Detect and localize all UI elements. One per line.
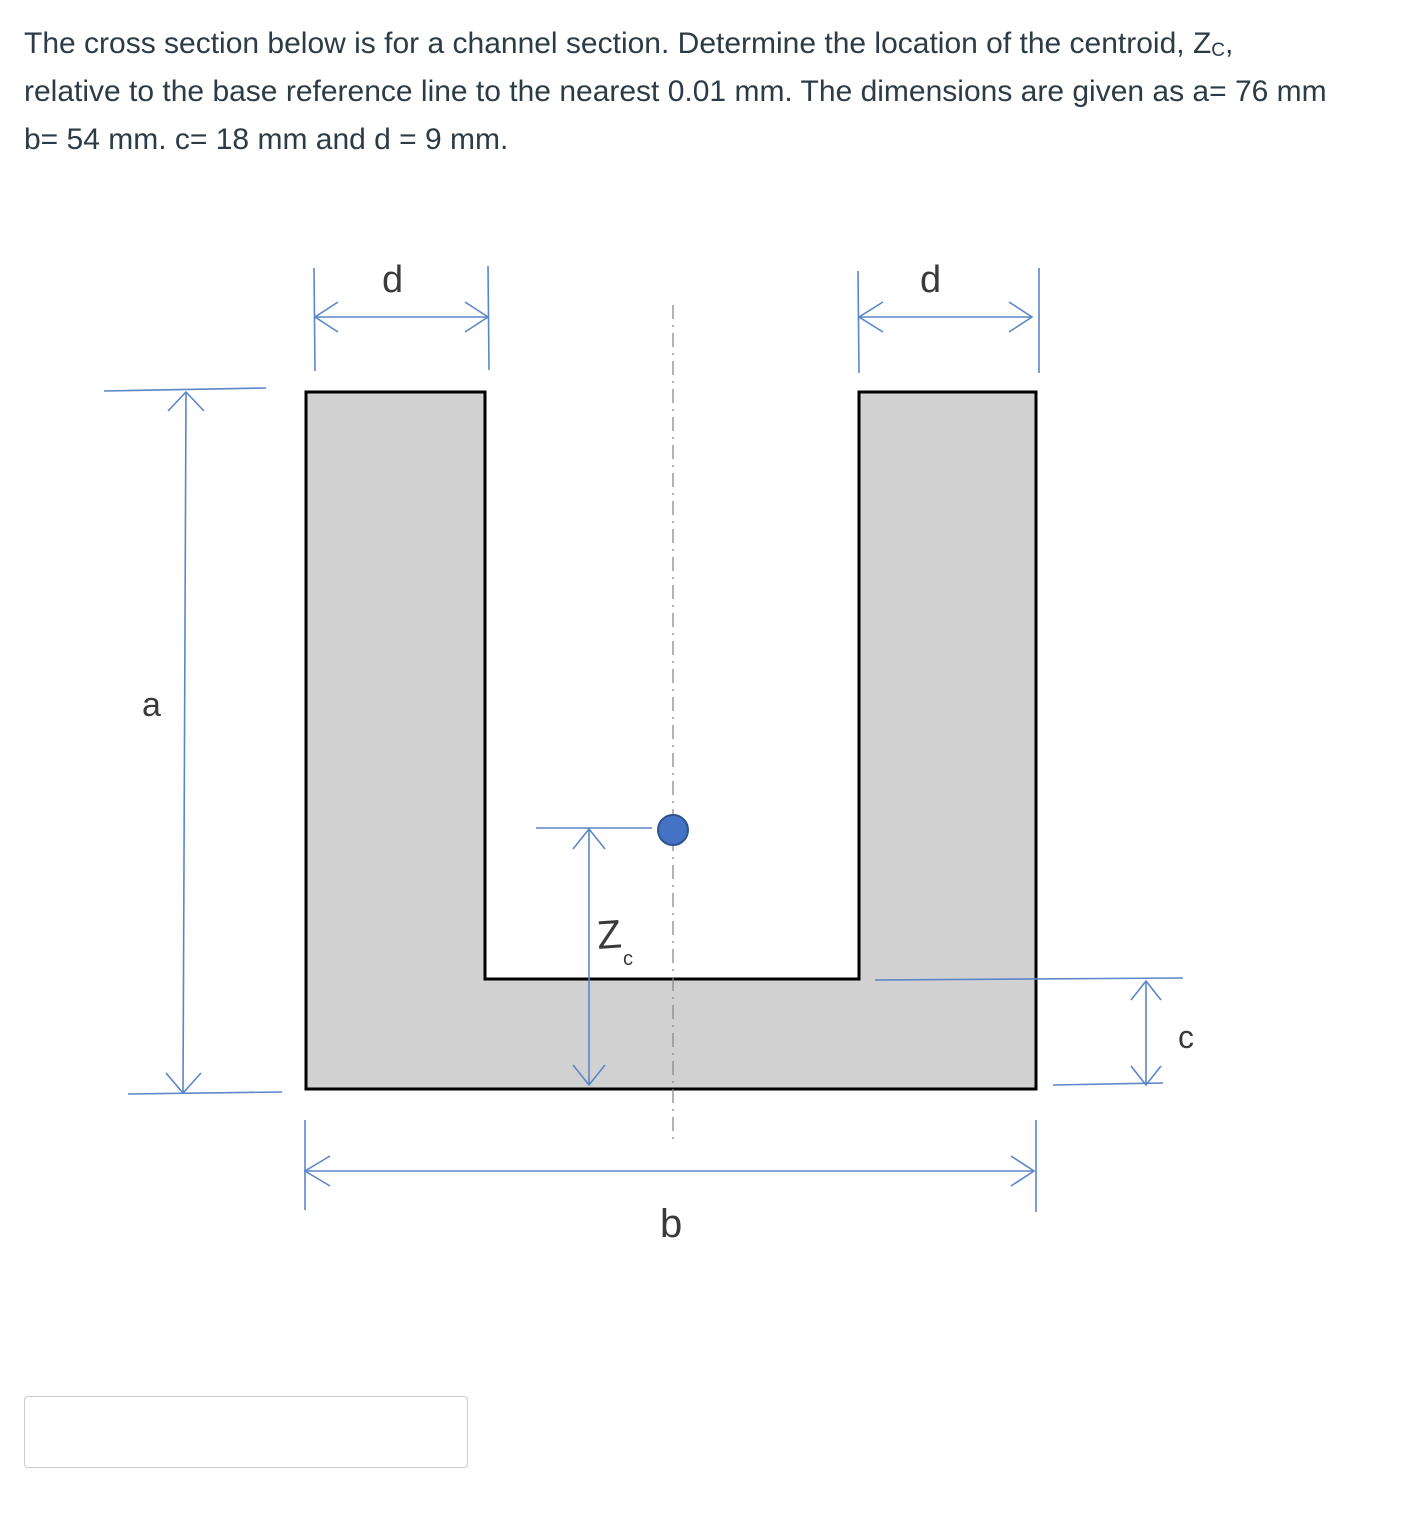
label-a: a	[142, 686, 161, 724]
label-zc-sub: c	[623, 948, 633, 970]
label-d-right: d	[920, 259, 942, 301]
label-c: c	[1178, 1019, 1194, 1055]
question-line-3: b= 54 mm. c= 18 mm and d = 9 mm.	[24, 123, 509, 156]
label-zc	[596, 912, 633, 970]
question-line-2: relative to the base reference line to the nearest 0.01 mm. The dimensions are given as a= 76 mm	[24, 75, 1327, 108]
label-d-left: d	[382, 259, 404, 301]
question-line-1-end: ,	[1225, 27, 1234, 60]
label-b: b	[660, 1202, 683, 1246]
zc-subscript: C	[1211, 40, 1226, 61]
centroid-marker	[658, 815, 688, 845]
answer-input[interactable]	[24, 1396, 468, 1468]
dimension-d-right	[858, 268, 1039, 373]
dimension-b	[305, 1120, 1036, 1212]
dimension-a	[104, 388, 282, 1094]
question-line-1: The cross section below is for a channel section. Determine the location of the centroid, Z	[24, 27, 1212, 60]
label-zc-main: Z	[595, 912, 623, 958]
channel-shape	[306, 392, 1036, 1089]
